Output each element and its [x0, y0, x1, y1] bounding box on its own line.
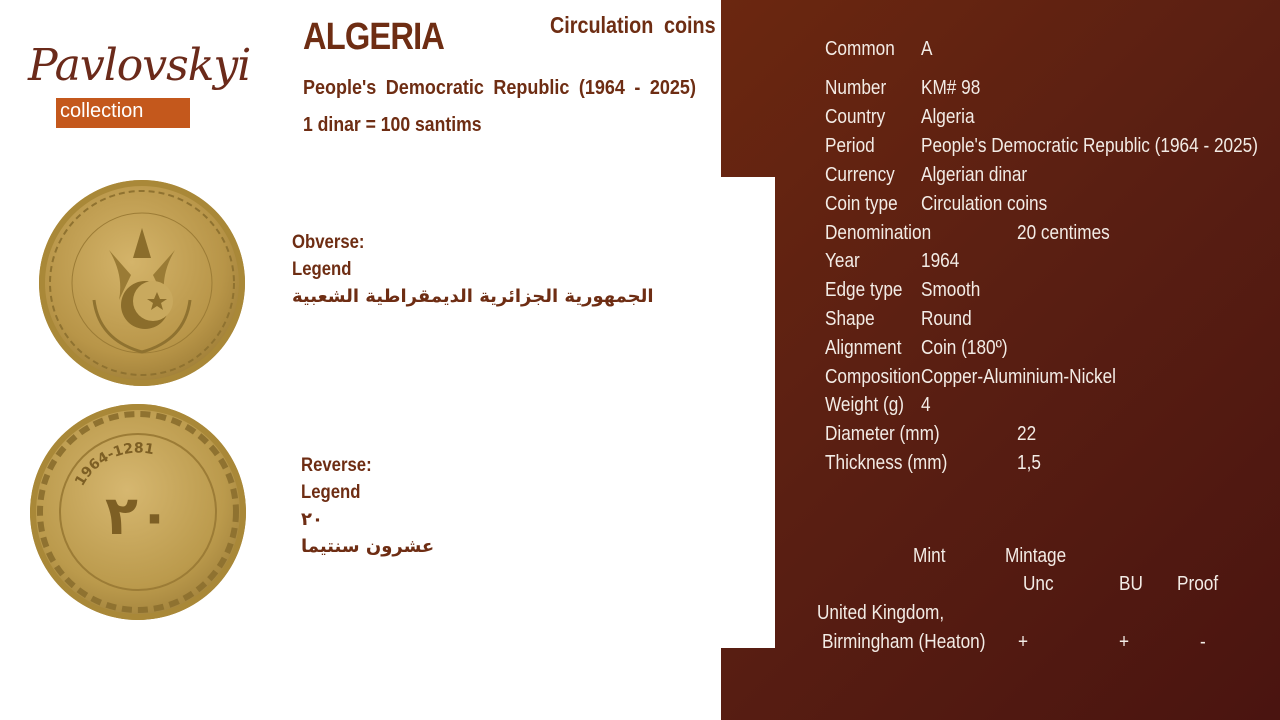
- mint-name-line1: United Kingdom,: [817, 602, 945, 624]
- spec-value: A: [921, 38, 933, 60]
- reverse-legend-numeral: ٢٠: [301, 509, 323, 530]
- panel-notch: [721, 177, 775, 648]
- spec-key: Alignment: [825, 337, 902, 359]
- spec-key: Denomination: [825, 222, 932, 244]
- obverse-legend-text: الجمهورية الجزائرية الديمقراطية الشعبية: [292, 286, 654, 307]
- logo-script-text: Pavlovskyi: [28, 40, 251, 91]
- period-subtitle: People's Democratic Republic (1964 - 2025): [303, 77, 696, 99]
- mint-name-line2: Birmingham (Heaton): [822, 631, 986, 653]
- reverse-coin-design: [30, 404, 246, 620]
- spec-value: Circulation coins: [921, 193, 1048, 215]
- spec-value: People's Democratic Republic (1964 - 2025): [921, 135, 1258, 157]
- logo: [28, 40, 251, 132]
- unc-header: Unc: [1023, 573, 1054, 595]
- spec-value: KM# 98: [921, 77, 981, 99]
- spec-key: Country: [825, 106, 886, 128]
- obverse-coin-image: [39, 180, 245, 386]
- logo-collection-text: collection: [60, 100, 144, 122]
- obverse-legend-label: Legend: [292, 259, 352, 280]
- proof-value: -: [1200, 631, 1206, 653]
- obverse-coin-emblem: [39, 180, 245, 386]
- reverse-heading: Reverse:: [301, 455, 372, 476]
- currency-rule: 1 dinar = 100 santims: [303, 114, 482, 136]
- unc-value: +: [1018, 631, 1029, 653]
- spec-key: Currency: [825, 164, 895, 186]
- spec-value: Round: [921, 308, 972, 330]
- spec-key: Period: [825, 135, 875, 157]
- spec-value: 1,5: [1017, 452, 1041, 474]
- reverse-coin-numeral: ٢٠: [105, 484, 171, 547]
- obverse-description: [292, 229, 654, 310]
- svg-text:1964-1281: [72, 441, 155, 489]
- bu-value: +: [1119, 631, 1130, 653]
- obverse-heading: Obverse:: [292, 232, 365, 253]
- reverse-coin-image: [30, 404, 246, 620]
- spec-key: Number: [825, 77, 887, 99]
- proof-header: Proof: [1177, 573, 1219, 595]
- bu-header: BU: [1119, 573, 1143, 595]
- spec-value: Coin (180º): [921, 337, 1008, 359]
- spec-key: Coin type: [825, 193, 898, 215]
- spec-key: Thickness (mm): [825, 452, 948, 474]
- spec-value: 4: [921, 394, 931, 416]
- spec-value: 22: [1017, 423, 1037, 445]
- spec-key: Diameter (mm): [825, 423, 940, 445]
- mintage-header: Mintage: [1005, 545, 1067, 567]
- details-panel: [721, 0, 1280, 720]
- spec-value: Smooth: [921, 279, 981, 301]
- reverse-description: [301, 452, 434, 560]
- coin-category: Circulation coins: [550, 12, 716, 38]
- spec-value: Copper-Aluminium-Nickel: [921, 366, 1116, 388]
- reverse-legend-label: Legend: [301, 482, 361, 503]
- spec-value: Algerian dinar: [921, 164, 1028, 186]
- spec-key: Edge type: [825, 279, 903, 301]
- page-title: ALGERIA: [303, 16, 445, 58]
- spec-key: Composition: [825, 366, 921, 388]
- spec-key: Common: [825, 38, 895, 60]
- reverse-legend-text: عشرون سنتيما: [301, 536, 435, 557]
- spec-value: Algeria: [921, 106, 975, 128]
- spec-key: Year: [825, 250, 860, 272]
- mint-header: Mint: [913, 545, 946, 567]
- spec-value: 20 centimes: [1017, 222, 1110, 244]
- spec-value: 1964: [921, 250, 960, 272]
- spec-key: Shape: [825, 308, 875, 330]
- logo-collection-badge: [56, 98, 190, 128]
- spec-key: Weight (g): [825, 394, 905, 416]
- reverse-coin-year: 1964-1281: [72, 440, 156, 489]
